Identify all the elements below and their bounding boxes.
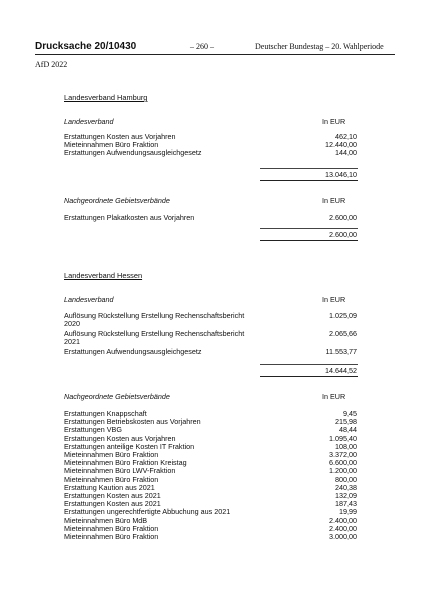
row-amount: 3.372,00	[329, 450, 357, 459]
section-title-hamburg: Landesverband Hamburg	[64, 93, 148, 102]
row-label: Erstattungen anteilige Kosten IT Fraktion	[64, 441, 195, 451]
header-divider	[35, 54, 395, 55]
currency-header: In EUR	[322, 392, 346, 401]
row-amount: 2.065,66	[329, 329, 357, 338]
row-amount: 2.400,00	[329, 515, 357, 525]
currency-header: In EUR	[322, 117, 346, 126]
party-subheader: AfD 2022	[35, 60, 68, 69]
row-label: Erstattungen Kosten aus Vorjahren	[64, 132, 176, 141]
row-label-cont: 2021	[64, 337, 80, 346]
sum-rule	[260, 364, 358, 365]
total-amount: 14.644,52	[325, 366, 357, 375]
currency-header: In EUR	[322, 196, 346, 205]
drucksache-number: Drucksache 20/10430	[35, 41, 137, 52]
heading-gebietsverbaende: Nachgeordnete Gebietsverbände	[64, 196, 170, 205]
row-amount: 11.553,77	[325, 347, 357, 356]
row-label: Erstattungen Kosten aus 2021	[64, 491, 161, 500]
row-label: Erstattung Kaution aus 2021	[64, 482, 155, 492]
row-label: Erstattungen Aufwendungsausgleichgesetz	[64, 347, 202, 356]
row-amount: 1.200,00	[329, 466, 357, 476]
row-label: Erstattungen VBG	[64, 425, 122, 435]
row-amount: 2.600,00	[329, 213, 357, 222]
row-amount: 215,98	[335, 417, 357, 427]
row-amount: 2.400,00	[329, 523, 357, 533]
row-label: Auflösung Rückstellung Erstellung Rechenschaftsbericht	[64, 311, 245, 320]
row-amount: 108,00	[335, 441, 357, 451]
row-amount: 132,09	[335, 491, 357, 500]
row-label: Mieteinnahmen Büro Fraktion Kreistag	[64, 458, 187, 468]
parliament-title: Deutscher Bundestag – 20. Wahlperiode	[255, 42, 384, 51]
sum-rule	[260, 228, 358, 229]
total-amount: 2.600,00	[329, 230, 357, 239]
row-label: Erstattungen Aufwendungsausgleichgesetz	[64, 148, 202, 157]
page-number: – 260 –	[190, 42, 214, 51]
row-label: Erstattungen Betriebskosten aus Vorjahren	[64, 417, 201, 427]
row-label: Erstattungen Kosten aus 2021	[64, 499, 161, 509]
row-label-cont: 2020	[64, 319, 80, 328]
row-label: Auflösung Rückstellung Erstellung Rechenschaftsbericht	[64, 329, 245, 338]
sum-rule	[260, 168, 358, 169]
row-amount: 12.440,00	[325, 140, 357, 149]
total-rule	[260, 240, 358, 241]
row-amount: 3.000,00	[329, 532, 357, 541]
row-label: Erstattungen Plakatkosten aus Vorjahren	[64, 213, 195, 222]
total-rule	[260, 376, 358, 377]
row-amount: 1.025,09	[329, 311, 357, 320]
row-label: Mieteinnahmen Büro Fraktion	[64, 523, 159, 533]
total-amount: 13.046,10	[325, 170, 357, 179]
row-amount: 800,00	[335, 474, 357, 484]
row-amount: 9,45	[343, 409, 357, 418]
total-rule	[260, 180, 358, 181]
row-amount: 187,43	[335, 499, 357, 509]
row-amount: 462,10	[335, 132, 357, 141]
row-amount: 144,00	[335, 148, 357, 157]
heading-gebietsverbaende: Nachgeordnete Gebietsverbände	[64, 392, 170, 401]
currency-header: In EUR	[322, 295, 346, 304]
row-label: Mieteinnahmen Büro Fraktion	[64, 140, 159, 149]
row-label: Mieteinnahmen Büro Fraktion	[64, 532, 159, 541]
row-label: Erstattungen Kosten aus Vorjahren	[64, 433, 176, 443]
row-amount: 19,99	[339, 507, 357, 517]
row-label: Mieteinnahmen Büro MdB	[64, 515, 148, 525]
heading-landesverband: Landesverband	[64, 295, 114, 304]
row-label: Mieteinnahmen Büro Fraktion	[64, 474, 159, 484]
row-label: Mieteinnahmen Büro Fraktion	[64, 450, 159, 459]
row-amount: 48,44	[339, 425, 357, 435]
section-title-hessen: Landesverband Hessen	[64, 271, 143, 280]
heading-landesverband: Landesverband	[64, 117, 114, 126]
row-label: Mieteinnahmen Büro LWV-Fraktion	[64, 466, 176, 476]
row-label: Erstattungen Knappschaft	[64, 409, 147, 418]
row-label: Erstattungen ungerechtfertigte Abbuchung aus 2021	[64, 507, 231, 517]
row-amount: 240,38	[335, 482, 357, 492]
row-amount: 6.600,00	[329, 458, 357, 468]
row-amount: 1.095,40	[329, 433, 357, 443]
